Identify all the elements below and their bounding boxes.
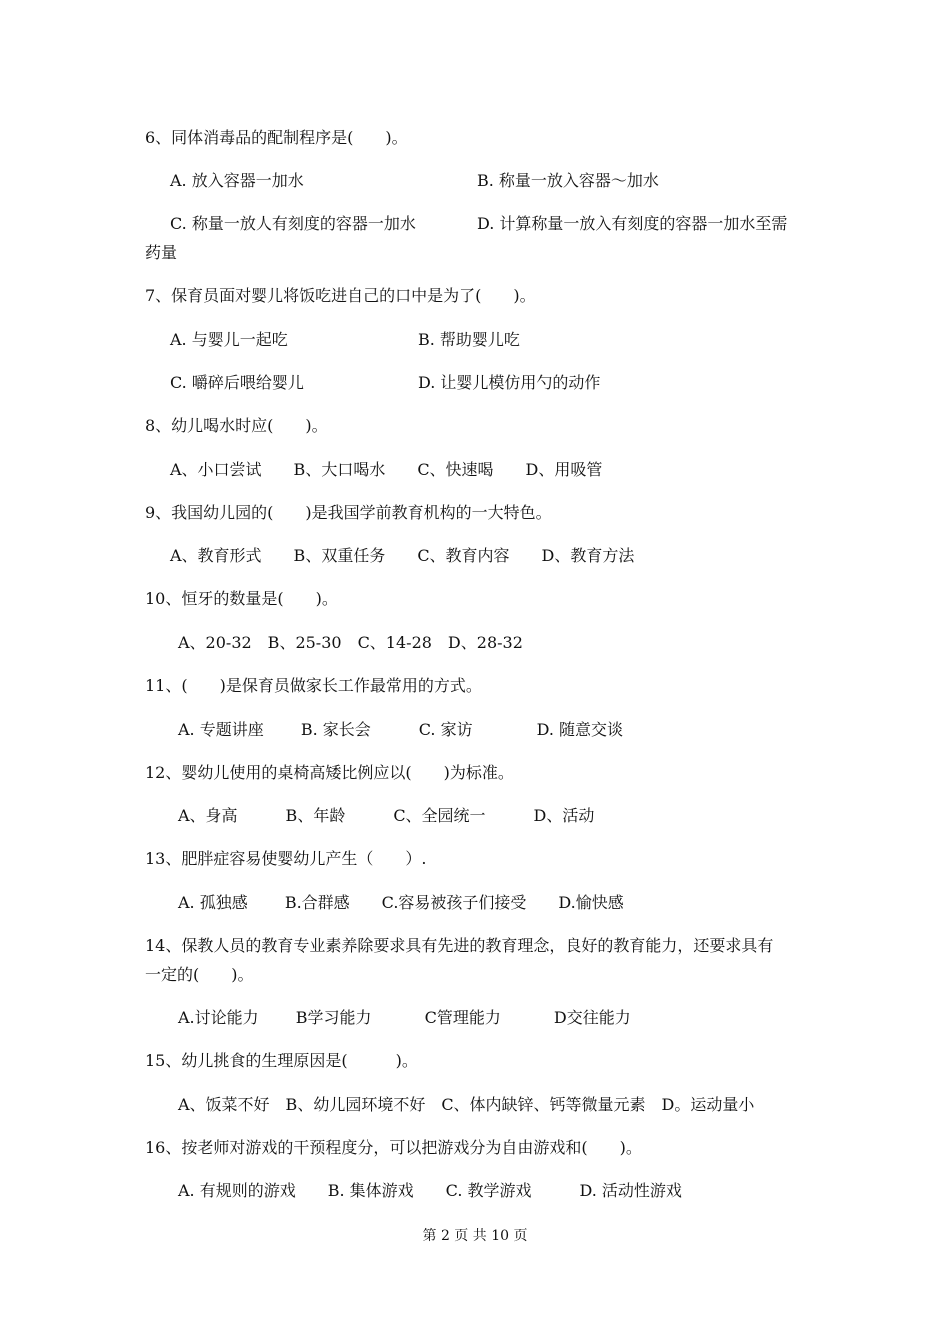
question-13-options: A. 孤独感 B.合群感 C.容易被孩子们接受 D.愉快感 xyxy=(178,893,624,912)
page-footer: 第 2 页 共 10 页 xyxy=(422,1228,528,1244)
question-14-continuation: 一定的( )。 xyxy=(145,965,254,984)
question-16: 16、按老师对游戏的干预程度分，可以把游戏分为自由游戏和( )。 xyxy=(145,1138,642,1157)
question-6-option-b: B. 称量一放入容器～加水 xyxy=(477,171,659,190)
question-11: 11、( )是保育员做家长工作最常用的方式。 xyxy=(145,676,482,695)
question-9: 9、我国幼儿园的( )是我国学前教育机构的一大特色。 xyxy=(145,503,552,522)
question-11-options: A. 专题讲座 B. 家长会 C. 家访 D. 随意交谈 xyxy=(178,720,624,739)
question-10: 10、恒牙的数量是( )。 xyxy=(145,589,338,608)
question-10-options: A、20-32 B、25-30 C、14-28 D、28-32 xyxy=(178,633,523,652)
question-9-options: A、教育形式 B、双重任务 C、教育内容 D、教育方法 xyxy=(170,546,635,565)
question-16-options: A. 有规则的游戏 B. 集体游戏 C. 教学游戏 D. 活动性游戏 xyxy=(178,1181,682,1200)
question-7-option-b: B. 帮助婴儿吃 xyxy=(418,330,520,349)
question-14: 14、保教人员的教育专业素养除要求具有先进的教育理念，良好的教育能力，还要求具有 xyxy=(145,936,774,955)
question-12-options: A、身高 B、年龄 C、全园统一 D、活动 xyxy=(178,806,595,825)
question-12: 12、婴幼儿使用的桌椅高矮比例应以( )为标准。 xyxy=(145,763,514,782)
question-6-option-c: C. 称量一放人有刻度的容器一加水 xyxy=(170,214,416,233)
question-15-options: A、饭菜不好 B、幼儿园环境不好 C、体内缺锌、钙等微量元素 D。运动量小 xyxy=(178,1095,755,1114)
question-15: 15、幼儿挑食的生理原因是( )。 xyxy=(145,1051,418,1070)
question-7-option-a: A. 与婴儿一起吃 xyxy=(170,330,288,349)
question-7-option-d: D. 让婴儿模仿用勺的动作 xyxy=(418,373,601,392)
question-14-options: A.讨论能力 B学习能力 C管理能力 D交往能力 xyxy=(178,1008,631,1027)
question-6-option-d-continuation: 药量 xyxy=(145,243,178,262)
question-13: 13、肥胖症容易使婴幼儿产生（ ）. xyxy=(145,849,427,868)
question-7-option-c: C. 嚼碎后喂给婴儿 xyxy=(170,373,304,392)
question-6: 6、同体消毒品的配制程序是( )。 xyxy=(145,128,408,147)
question-6-option-a: A. 放入容器一加水 xyxy=(170,171,304,190)
question-7: 7、保育员面对婴儿将饭吃进自己的口中是为了( )。 xyxy=(145,286,536,305)
question-8: 8、幼儿喝水时应( )。 xyxy=(145,416,328,435)
question-8-options: A、小口尝试 B、大口喝水 C、快速喝 D、用吸管 xyxy=(170,460,603,479)
question-6-option-d: D. 计算称量一放入有刻度的容器一加水至需 xyxy=(477,214,788,233)
